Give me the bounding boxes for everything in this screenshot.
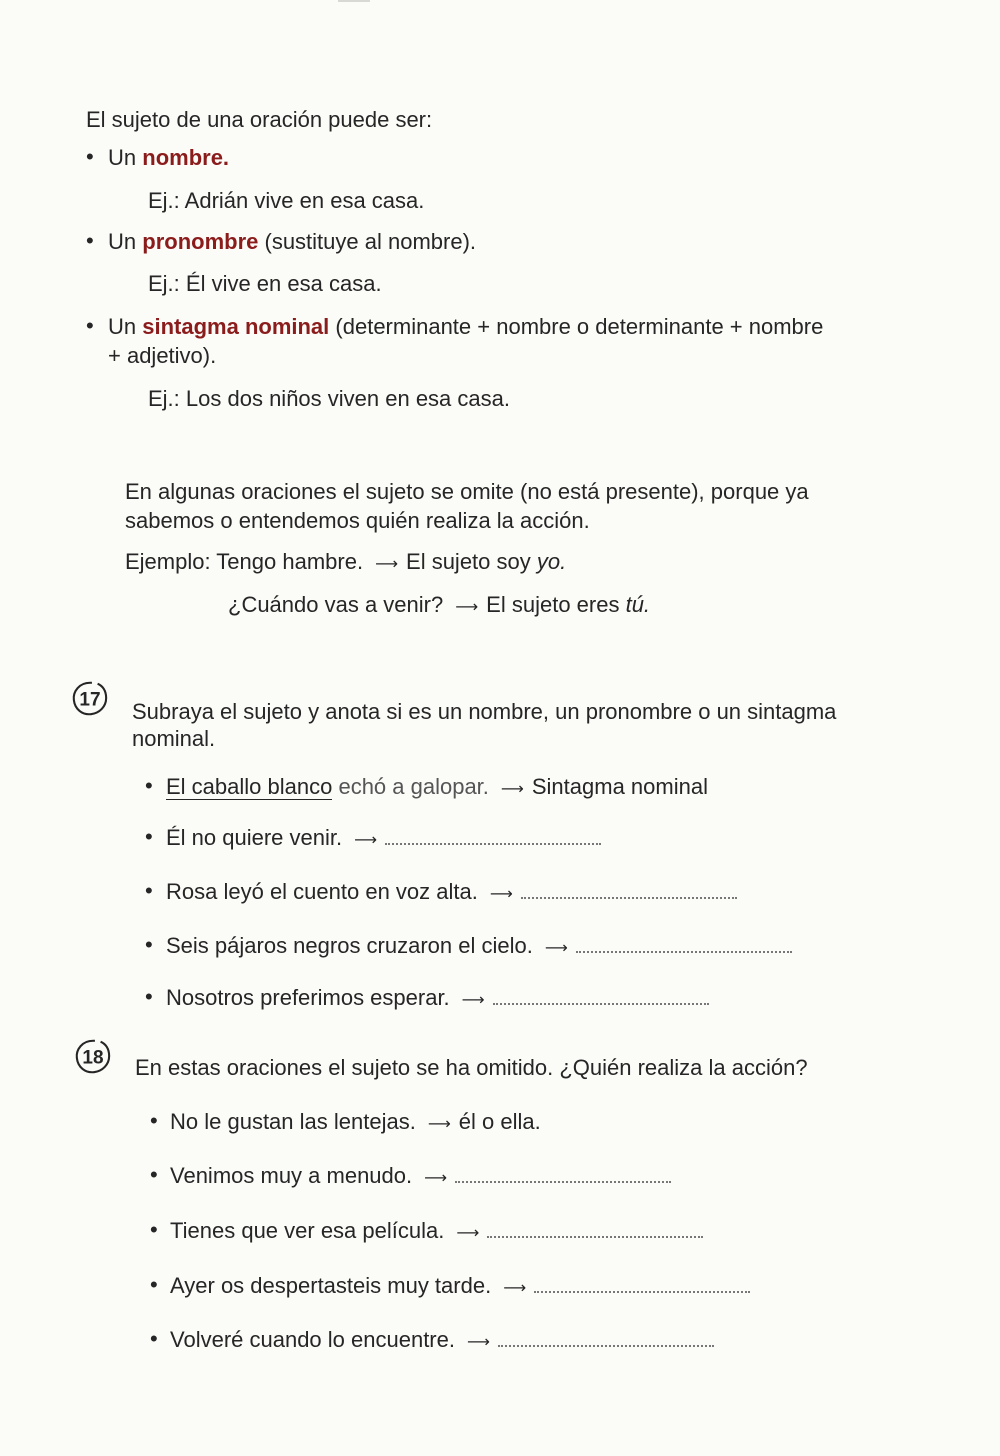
exercise-17-item [166, 984, 709, 1014]
intro-item-sintagma [108, 313, 823, 341]
arrow-icon: ⟶ [375, 554, 399, 573]
bullet-dot: • [145, 773, 153, 798]
exercise-number: 18 [82, 1047, 104, 1069]
note-line-1: En algunas oraciones el sujeto se omite (no está presente), porque ya [125, 479, 809, 504]
arrow-icon: ⟶ [424, 1168, 448, 1187]
exercise-18-item [170, 1108, 541, 1138]
sentence-text: Volveré cuando lo encuentre. [170, 1327, 455, 1352]
bullet-dot: • [145, 824, 153, 849]
exercise-18-instruction: En estas oraciones el sujeto se ha omitido. ¿Quién realiza la acción? [135, 1055, 808, 1080]
note-example-explanation: El sujeto eres [486, 592, 626, 617]
answer-blank[interactable] [498, 1337, 714, 1347]
arrow-icon: ⟶ [427, 1114, 451, 1133]
note-example-emphasis: tú. [625, 592, 651, 617]
note-line-2: sabemos o entendemos quién realiza la acción. [125, 508, 590, 533]
term-nombre: nombre. [142, 145, 230, 170]
answer-text: Sintagma nominal [531, 774, 708, 799]
arrow-icon: ⟶ [503, 1278, 527, 1297]
exercise-17-item [166, 932, 792, 962]
underlined-subject: El caballo blanco [166, 774, 333, 799]
answer-blank[interactable] [385, 835, 601, 845]
sentence-text: Venimos muy a menudo. [170, 1163, 413, 1188]
exercise-number-badge [71, 679, 109, 717]
exercise-number-badge [74, 1037, 112, 1075]
exercise-17-item [166, 824, 601, 854]
answer-blank[interactable] [493, 995, 709, 1005]
answer-blank[interactable] [487, 1228, 703, 1238]
answer-blank[interactable] [576, 943, 792, 953]
sentence-text: Nosotros preferimos esperar. [166, 985, 450, 1010]
exercise-17-instruction-1: Subraya el sujeto y anota si es un nombre, un pronombre o un sintagma [132, 699, 837, 724]
arrow-icon: ⟶ [354, 830, 378, 849]
bullet-dot: • [150, 1326, 158, 1351]
intro-item-pronombre [108, 228, 476, 256]
arrow-icon: ⟶ [461, 990, 485, 1009]
exercise-17-item [166, 878, 737, 908]
bullet-dot: • [150, 1217, 158, 1242]
intro-item-prefix: Un [108, 145, 143, 170]
sentence-text: Rosa leyó el cuento en voz alta. [166, 879, 478, 904]
bullet-dot: • [86, 313, 94, 338]
intro-item-suffix: (determinante + nombre o determinante + nombre [329, 314, 824, 339]
page-top-mark [338, 0, 370, 2]
intro-item-prefix: Un [108, 229, 143, 254]
exercise-18-item [170, 1162, 671, 1192]
exercise-18-item [170, 1272, 750, 1302]
sentence-text: Ayer os despertasteis muy tarde. [170, 1273, 492, 1298]
example-nombre: Ej.: Adrián vive en esa casa. [148, 188, 425, 213]
intro-title: El sujeto de una oración puede ser: [86, 107, 433, 132]
example-pronombre: Ej.: Él vive en esa casa. [148, 271, 382, 296]
term-pronombre: pronombre [142, 229, 259, 254]
bullet-dot: • [150, 1272, 158, 1297]
arrow-icon: ⟶ [456, 1223, 480, 1242]
sentence-text: No le gustan las lentejas. [170, 1109, 416, 1134]
exercise-18-item [170, 1217, 703, 1247]
note-example-2 [228, 591, 650, 621]
note-example-sentence: Ejemplo: Tengo hambre. [125, 549, 364, 574]
term-sintagma-nominal: sintagma nominal [142, 314, 330, 339]
exercise-number: 17 [79, 689, 101, 711]
exercise-17-item [166, 773, 708, 803]
sentence-text: Seis pájaros negros cruzaron el cielo. [166, 933, 533, 958]
bullet-dot: • [86, 228, 94, 253]
intro-item-sintagma-cont: + adjetivo). [108, 343, 217, 368]
bullet-dot: • [145, 932, 153, 957]
sentence-text: echó a galopar. [332, 774, 489, 799]
intro-item-suffix: (sustituye al nombre). [258, 229, 477, 254]
answer-blank[interactable] [521, 889, 737, 899]
example-sintagma: Ej.: Los dos niños viven en esa casa. [148, 386, 510, 411]
bullet-dot: • [145, 878, 153, 903]
answer-blank[interactable] [534, 1283, 750, 1293]
exercise-17-instruction-2: nominal. [132, 726, 216, 751]
intro-item-nombre [108, 144, 229, 172]
arrow-icon: ⟶ [455, 597, 479, 616]
arrow-icon: ⟶ [489, 884, 513, 903]
exercise-18-item [170, 1326, 714, 1356]
answer-blank[interactable] [455, 1173, 671, 1183]
note-example-1 [125, 548, 566, 578]
note-example-sentence: ¿Cuándo vas a venir? [228, 592, 444, 617]
bullet-dot: • [150, 1162, 158, 1187]
sentence-text: Él no quiere venir. [166, 825, 343, 850]
arrow-icon: ⟶ [500, 779, 524, 798]
bullet-dot: • [150, 1108, 158, 1133]
answer-text: él o ella. [458, 1109, 541, 1134]
note-example-emphasis: yo. [536, 549, 567, 574]
arrow-icon: ⟶ [544, 938, 568, 957]
sentence-text: Tienes que ver esa película. [170, 1218, 445, 1243]
intro-item-prefix: Un [108, 314, 143, 339]
arrow-icon: ⟶ [466, 1332, 490, 1351]
bullet-dot: • [86, 144, 94, 169]
bullet-dot: • [145, 984, 153, 1009]
note-example-explanation: El sujeto soy [406, 549, 537, 574]
